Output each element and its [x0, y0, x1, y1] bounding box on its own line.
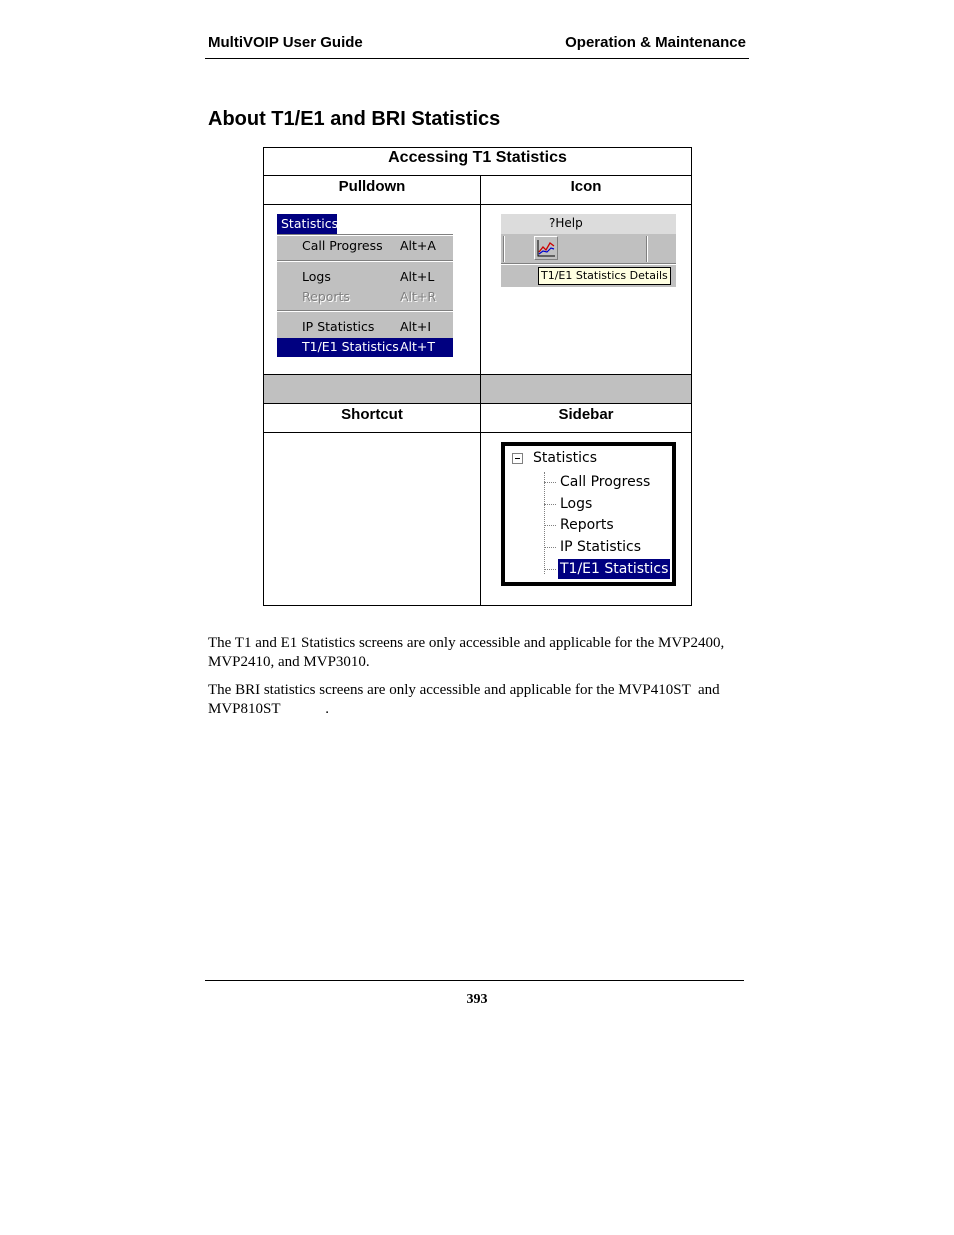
menu-item-shortcut: Alt+A: [400, 238, 436, 253]
tree-item-label: Logs: [560, 496, 593, 512]
header-section-title: Operation & Maintenance: [565, 34, 746, 51]
statistics-sidebar-tree: [501, 442, 676, 586]
menu-separator: [277, 310, 453, 312]
menu-item-reports: [277, 288, 453, 306]
header-rule: [205, 58, 749, 59]
menu-separator: [277, 234, 453, 236]
pulldown-header: Pulldown: [338, 178, 406, 195]
tree-branch: [544, 525, 556, 526]
footer-rule: [205, 980, 744, 981]
table-title-cell: [263, 147, 692, 176]
tree-item-label: Reports: [560, 517, 614, 533]
statistics-pulldown-menu: [277, 214, 453, 357]
sidebar-header: Sidebar: [558, 406, 614, 423]
collapse-icon[interactable]: [512, 453, 523, 464]
icon-toolbar: [501, 214, 676, 287]
tree-branch: [544, 547, 556, 548]
tree-branch: [544, 504, 556, 505]
tree-connector: [544, 472, 545, 574]
statistics-button[interactable]: [534, 236, 558, 260]
icon-header-cell: [480, 175, 692, 205]
statistics-menu-title[interactable]: Statistics: [277, 214, 337, 234]
menu-item-logs[interactable]: [277, 268, 453, 286]
table-title: Accessing T1 Statistics: [388, 149, 567, 166]
menu-item-shortcut: Alt+I: [400, 319, 432, 334]
menu-separator: [277, 260, 453, 262]
menu-item-call-progress[interactable]: [277, 237, 453, 255]
toolbar-bottom-rule: [501, 263, 676, 265]
gray-row-right: [480, 374, 692, 404]
tree-item-label: IP Statistics: [560, 539, 642, 555]
tree-item-label: Call Progress: [560, 474, 651, 490]
tree-item-label: T1/E1 Statistics: [560, 561, 669, 577]
t1e1-statistics-tooltip: T1/E1 Statistics Details: [538, 267, 671, 285]
menu-item-label: Call Progress: [302, 238, 383, 253]
menu-item-shortcut: Alt+T: [400, 339, 436, 354]
body-paragraph-t1e1: The T1 and E1 Statistics screens are only accessible and applicable for the MVP2400, MVP2410, and MVP3010.: [208, 635, 725, 670]
toolbar-divider: [503, 236, 505, 262]
pulldown-header-cell: [263, 175, 481, 205]
header-guide-title: MultiVOIP User Guide: [208, 34, 363, 51]
tree-root-statistics[interactable]: Statistics: [533, 450, 597, 466]
toolbar-menu-bar: [501, 214, 676, 234]
shortcut-header-cell: [263, 403, 481, 433]
menu-item-shortcut: Alt+R: [400, 289, 437, 304]
menu-item-label: IP Statistics: [302, 319, 375, 334]
tree-branch: [544, 482, 556, 483]
sidebar-header-cell: [480, 403, 692, 433]
shortcut-header: Shortcut: [341, 406, 403, 423]
tree-branch: [544, 569, 556, 570]
menu-item-label: Reports: [302, 289, 350, 304]
menu-item-label: Logs: [302, 269, 331, 284]
section-title: About T1/E1 and BRI Statistics: [208, 108, 501, 130]
menu-item-label: T1/E1 Statistics: [302, 339, 399, 354]
menu-item-shortcut: Alt+L: [400, 269, 435, 284]
gray-row-left: [263, 374, 481, 404]
help-menu[interactable]: ?Help: [549, 216, 583, 230]
shortcut-cell: [263, 432, 481, 606]
toolbar-divider: [646, 236, 648, 262]
menu-item-ip-statistics[interactable]: [277, 318, 453, 336]
icon-header: Icon: [570, 178, 602, 195]
menu-item-t1e1-statistics[interactable]: [277, 338, 453, 357]
body-paragraph-bri: The BRI statistics screens are only accessible and applicable for the MVP410ST and MVP810ST .: [208, 682, 724, 717]
page-number: 393: [466, 992, 488, 1007]
